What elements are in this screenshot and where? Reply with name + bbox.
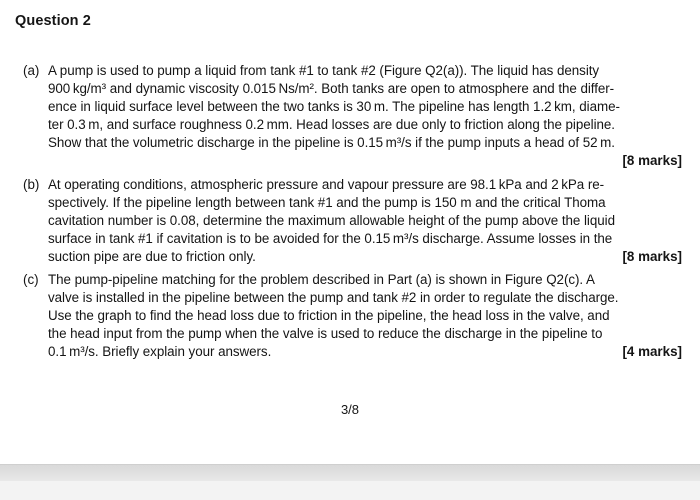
page-indicator: 3/8 bbox=[340, 402, 360, 417]
part-text-line: ence in liquid surface level between the two tanks is 30 m. The pipeline has length 1.2 km, diame- bbox=[48, 99, 620, 114]
part-text-line: valve is installed in the pipeline between the pump and tank #2 in order to regulate the discharge. bbox=[48, 290, 619, 305]
part-text-line: surface in tank #1 if cavitation is to be avoided for the 0.15 m³/s discharge. Assume losses in the bbox=[48, 231, 613, 246]
part-text-line: ter 0.3 m, and surface roughness 0.2 mm. Head losses are due only to friction along the pipeline. bbox=[48, 117, 615, 132]
part-text-line: suction pipe are due to friction only. bbox=[48, 249, 256, 264]
part-text-line: Use the graph to find the head loss due to friction in the pipeline, the head loss in the valve, and bbox=[48, 308, 610, 323]
part-label: (a) bbox=[23, 63, 40, 78]
part-label: (c) bbox=[23, 272, 39, 287]
question-title: Question 2 bbox=[15, 13, 91, 29]
horizontal-scrollbar[interactable] bbox=[0, 464, 700, 481]
marks-label: [8 marks] bbox=[622, 153, 682, 168]
part-text-line: spectively. If the pipeline length between tank #1 and the pump is 150 m and the critical Thoma bbox=[48, 195, 606, 210]
marks-label: [4 marks] bbox=[622, 344, 682, 359]
part-text-line: 0.1 m³/s. Briefly explain your answers. bbox=[48, 344, 272, 359]
part-text-line: the head input from the pump when the valve is used to reduce the discharge in the pipeline to bbox=[48, 326, 603, 341]
marks-label: [8 marks] bbox=[622, 249, 682, 264]
part-text-line: At operating conditions, atmospheric pressure and vapour pressure are 98.1 kPa and 2 kPa re- bbox=[48, 177, 605, 192]
part-text-line: cavitation number is 0.08, determine the maximum allowable height of the pump above the liquid bbox=[48, 213, 615, 228]
part-label: (b) bbox=[23, 177, 40, 192]
part-text-line: The pump-pipeline matching for the problem described in Part (a) is shown in Figure Q2(c). A bbox=[48, 272, 595, 287]
part-text-line: 900 kg/m³ and dynamic viscosity 0.015 Ns/m². Both tanks are open to atmosphere and the differ- bbox=[48, 81, 615, 96]
part-text-line: Show that the volumetric discharge in the pipeline is 0.15 m³/s if the pump inputs a head of 52 m. bbox=[48, 135, 615, 150]
page-bottom-edge bbox=[0, 481, 700, 500]
part-text-line: A pump is used to pump a liquid from tank #1 to tank #2 (Figure Q2(a)). The liquid has density bbox=[48, 63, 600, 78]
